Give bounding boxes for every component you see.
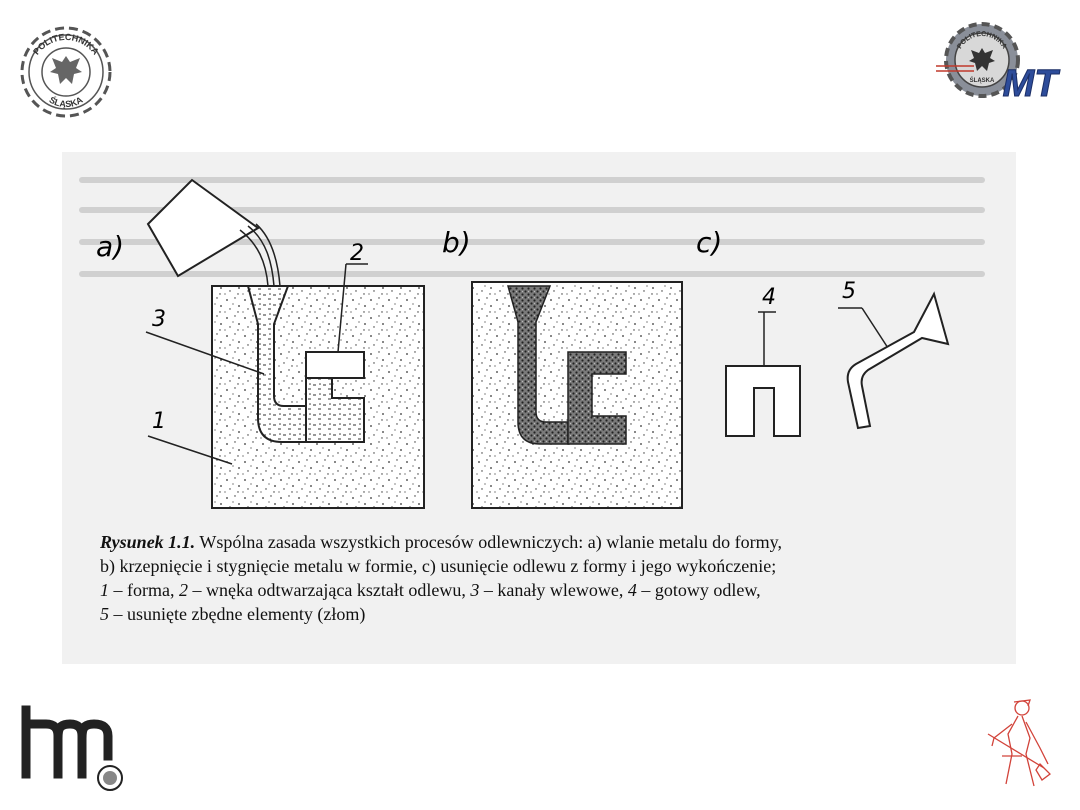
label-3: 3: [152, 307, 166, 332]
label-5: 5: [842, 279, 856, 304]
mould-b: [472, 282, 682, 508]
tm-logo: [16, 704, 124, 792]
caption-text-4: – gotowy odlew,: [636, 580, 761, 600]
casting-process-diagram: [62, 152, 1016, 524]
caption-text-1: – forma,: [109, 580, 179, 600]
svg-text:POLITECHNIKA: [31, 32, 101, 57]
figure-caption: [100, 530, 1000, 626]
mt-faculty-logo: [930, 16, 1070, 106]
mould-a: [212, 286, 424, 508]
panel-b-label: b): [442, 226, 471, 259]
panel-c-label: c): [696, 226, 723, 259]
caption-text-2: – wnęka odtwarzająca kształt odlewu,: [187, 580, 471, 600]
caption-prefix: Rysunek 1.1.: [100, 532, 196, 552]
caption-line-2: b) krzepnięcie i stygnięcie metalu w formie, c) usunięcie odlewu z formy i jego wykończenie;: [100, 556, 777, 576]
caption-num-3: 3: [470, 580, 480, 600]
worker-sketch-icon: [978, 694, 1054, 794]
caption-text-3: – kanały wlewowe,: [479, 580, 628, 600]
caption-num-4: 4: [627, 580, 637, 600]
scrap-runner-5: [848, 294, 948, 428]
label-1: 1: [152, 409, 166, 434]
panel-a-label: a): [96, 230, 125, 263]
eagle-icon: [50, 56, 82, 84]
caption-line-1: Wspólna zasada wszystkich procesów odlewniczych: a) wlanie metalu do formy,: [195, 532, 782, 552]
mt-ring-text-top: POLITECHNIKA: [956, 30, 1008, 51]
ladle-icon: [148, 180, 280, 286]
label-2: 2: [350, 241, 364, 266]
caption-text-5: – usunięte zbędne elementy (złom): [109, 604, 366, 624]
seal-text-bottom: ŚLĄSKA: [47, 94, 85, 110]
politechnika-slaska-seal-logo: [14, 22, 118, 122]
mt-logo-text: MT: [1002, 63, 1058, 105]
finished-casting-4: [726, 366, 800, 436]
caption-num-5: 5: [100, 604, 109, 624]
label-4: 4: [762, 285, 776, 310]
mt-ring-text-bottom: ŚLĄSKA: [969, 78, 995, 84]
caption-num-1: 1: [100, 580, 109, 600]
seal-text-top: POLITECHNIKA: [31, 31, 101, 57]
caption-num-2: 2: [178, 580, 188, 600]
